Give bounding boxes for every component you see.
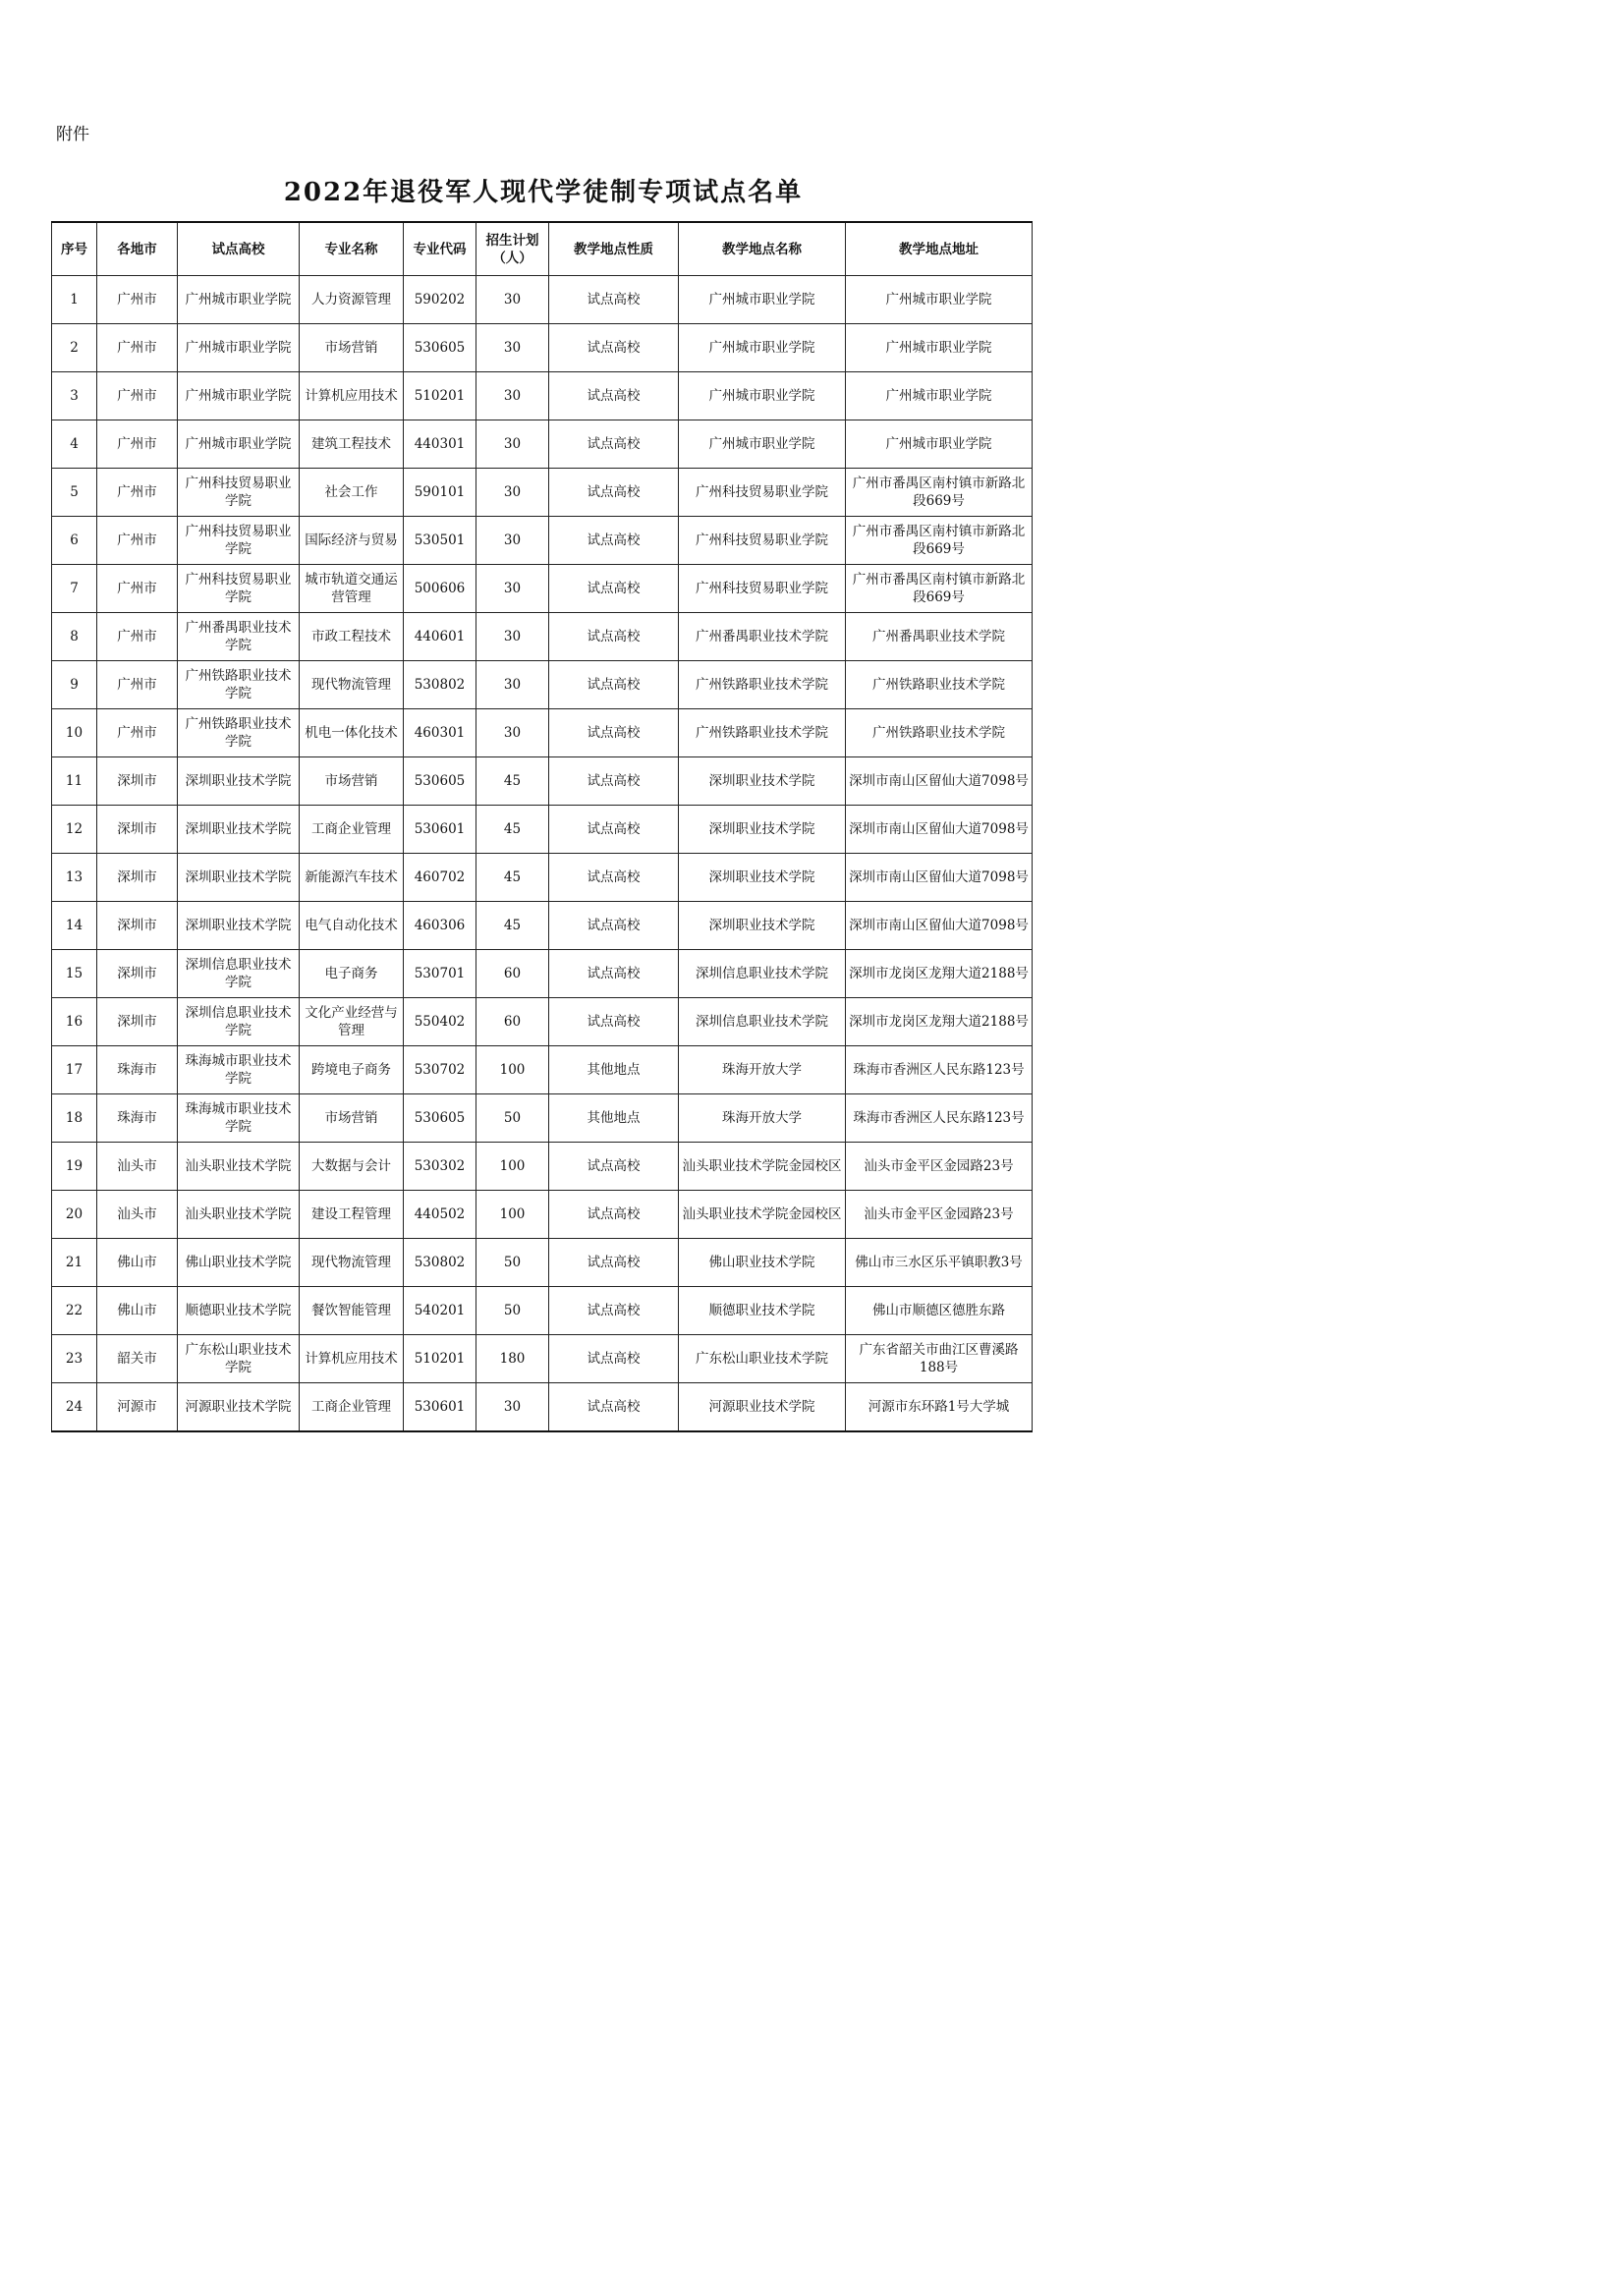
cell-site-type: 试点高校 [549, 1191, 679, 1239]
cell-site-type: 试点高校 [549, 324, 679, 372]
table-row [52, 806, 1033, 854]
cell-site-name: 深圳信息职业技术学院 [679, 950, 846, 998]
cell-major-code: 530802 [404, 661, 476, 709]
cell-enrollment-plan: 50 [476, 1239, 549, 1287]
cell-major: 大数据与会计 [300, 1143, 404, 1191]
cell-site-type: 试点高校 [549, 998, 679, 1046]
table-row [52, 757, 1033, 806]
cell-index: 12 [52, 806, 97, 854]
cell-city: 深圳市 [97, 757, 178, 806]
cell-site-type: 试点高校 [549, 1335, 679, 1383]
cell-enrollment-plan: 30 [476, 372, 549, 420]
cell-major: 市场营销 [300, 757, 404, 806]
cell-enrollment-plan: 30 [476, 661, 549, 709]
cell-major-code: 510201 [404, 1335, 476, 1383]
cell-site-type: 试点高校 [549, 613, 679, 661]
header-major-code: 专业代码 [404, 222, 476, 276]
cell-site-address: 广州城市职业学院 [846, 276, 1033, 324]
cell-major-code: 530302 [404, 1143, 476, 1191]
cell-enrollment-plan: 30 [476, 613, 549, 661]
table-row [52, 324, 1033, 372]
cell-city: 珠海市 [97, 1046, 178, 1094]
cell-site-type: 试点高校 [549, 902, 679, 950]
cell-index: 2 [52, 324, 97, 372]
cell-site-type: 试点高校 [549, 469, 679, 517]
cell-major-code: 590101 [404, 469, 476, 517]
cell-site-address: 广州市番禺区南村镇市新路北段669号 [846, 565, 1033, 613]
cell-city: 广州市 [97, 276, 178, 324]
cell-major-code: 530501 [404, 517, 476, 565]
cell-site-address: 广州番禺职业技术学院 [846, 613, 1033, 661]
cell-college: 广州铁路职业技术学院 [178, 709, 300, 757]
cell-major: 跨境电子商务 [300, 1046, 404, 1094]
header-site-address: 教学地点地址 [846, 222, 1033, 276]
cell-major-code: 550402 [404, 998, 476, 1046]
header-site-name: 教学地点名称 [679, 222, 846, 276]
cell-major-code: 460301 [404, 709, 476, 757]
cell-college: 广州科技贸易职业学院 [178, 469, 300, 517]
cell-site-type: 试点高校 [549, 757, 679, 806]
cell-index: 3 [52, 372, 97, 420]
cell-enrollment-plan: 50 [476, 1287, 549, 1335]
cell-site-name: 广州铁路职业技术学院 [679, 661, 846, 709]
cell-enrollment-plan: 100 [476, 1046, 549, 1094]
cell-college: 珠海城市职业技术学院 [178, 1094, 300, 1143]
cell-major: 电子商务 [300, 950, 404, 998]
cell-site-address: 河源市东环路1号大学城 [846, 1383, 1033, 1432]
cell-major: 现代物流管理 [300, 661, 404, 709]
cell-enrollment-plan: 30 [476, 469, 549, 517]
table-row [52, 276, 1033, 324]
cell-site-type: 试点高校 [549, 854, 679, 902]
pilot-list-table [51, 221, 1033, 1432]
cell-index: 13 [52, 854, 97, 902]
header-enrollment-plan: 招生计划（人） [476, 222, 549, 276]
table-header-row [52, 222, 1033, 276]
cell-college: 广州科技贸易职业学院 [178, 517, 300, 565]
header-index: 序号 [52, 222, 97, 276]
cell-site-name: 河源职业技术学院 [679, 1383, 846, 1432]
cell-index: 5 [52, 469, 97, 517]
cell-city: 深圳市 [97, 902, 178, 950]
cell-major: 工商企业管理 [300, 1383, 404, 1432]
cell-site-name: 广东松山职业技术学院 [679, 1335, 846, 1383]
cell-college: 汕头职业技术学院 [178, 1143, 300, 1191]
cell-site-address: 深圳市南山区留仙大道7098号 [846, 902, 1033, 950]
cell-site-address: 珠海市香洲区人民东路123号 [846, 1046, 1033, 1094]
cell-enrollment-plan: 45 [476, 806, 549, 854]
cell-site-address: 广州铁路职业技术学院 [846, 709, 1033, 757]
cell-enrollment-plan: 30 [476, 324, 549, 372]
cell-major-code: 590202 [404, 276, 476, 324]
cell-major-code: 530601 [404, 1383, 476, 1432]
cell-index: 16 [52, 998, 97, 1046]
cell-college: 广州城市职业学院 [178, 276, 300, 324]
cell-major: 市场营销 [300, 324, 404, 372]
cell-city: 深圳市 [97, 854, 178, 902]
table-row [52, 1335, 1033, 1383]
cell-major: 文化产业经营与管理 [300, 998, 404, 1046]
cell-site-address: 深圳市南山区留仙大道7098号 [846, 757, 1033, 806]
cell-index: 11 [52, 757, 97, 806]
table-row [52, 1239, 1033, 1287]
cell-city: 韶关市 [97, 1335, 178, 1383]
cell-college: 河源职业技术学院 [178, 1383, 300, 1432]
table-row [52, 1191, 1033, 1239]
cell-major: 社会工作 [300, 469, 404, 517]
cell-major: 建筑工程技术 [300, 420, 404, 469]
cell-college: 广州城市职业学院 [178, 324, 300, 372]
cell-site-name: 广州城市职业学院 [679, 276, 846, 324]
cell-city: 广州市 [97, 613, 178, 661]
cell-enrollment-plan: 45 [476, 757, 549, 806]
cell-city: 广州市 [97, 469, 178, 517]
cell-college: 佛山职业技术学院 [178, 1239, 300, 1287]
cell-index: 7 [52, 565, 97, 613]
cell-index: 19 [52, 1143, 97, 1191]
cell-major: 餐饮智能管理 [300, 1287, 404, 1335]
cell-city: 佛山市 [97, 1239, 178, 1287]
header-college: 试点高校 [178, 222, 300, 276]
cell-site-address: 汕头市金平区金园路23号 [846, 1143, 1033, 1191]
cell-enrollment-plan: 50 [476, 1094, 549, 1143]
cell-site-name: 珠海开放大学 [679, 1094, 846, 1143]
cell-index: 21 [52, 1239, 97, 1287]
document-title: 2022年退役军人现代学徒制专项试点名单 [283, 178, 804, 207]
cell-site-name: 深圳信息职业技术学院 [679, 998, 846, 1046]
cell-major: 人力资源管理 [300, 276, 404, 324]
cell-major: 机电一体化技术 [300, 709, 404, 757]
table-row [52, 950, 1033, 998]
cell-major: 建设工程管理 [300, 1191, 404, 1239]
cell-enrollment-plan: 30 [476, 709, 549, 757]
cell-index: 10 [52, 709, 97, 757]
cell-college: 汕头职业技术学院 [178, 1191, 300, 1239]
cell-site-address: 广州市番禺区南村镇市新路北段669号 [846, 517, 1033, 565]
cell-college: 广州城市职业学院 [178, 420, 300, 469]
table-row [52, 998, 1033, 1046]
cell-enrollment-plan: 30 [476, 276, 549, 324]
cell-college: 珠海城市职业技术学院 [178, 1046, 300, 1094]
cell-city: 珠海市 [97, 1094, 178, 1143]
cell-site-type: 试点高校 [549, 709, 679, 757]
cell-major: 计算机应用技术 [300, 372, 404, 420]
table-row [52, 1046, 1033, 1094]
table-row [52, 1143, 1033, 1191]
cell-major: 新能源汽车技术 [300, 854, 404, 902]
cell-site-type: 试点高校 [549, 661, 679, 709]
cell-site-name: 广州城市职业学院 [679, 420, 846, 469]
cell-major: 市政工程技术 [300, 613, 404, 661]
cell-site-type: 试点高校 [549, 565, 679, 613]
cell-enrollment-plan: 180 [476, 1335, 549, 1383]
cell-major: 现代物流管理 [300, 1239, 404, 1287]
table-body [52, 276, 1033, 1432]
attachment-label: 附件 [56, 125, 89, 144]
cell-site-name: 顺德职业技术学院 [679, 1287, 846, 1335]
cell-index: 8 [52, 613, 97, 661]
cell-major-code: 530605 [404, 324, 476, 372]
cell-index: 20 [52, 1191, 97, 1239]
cell-major: 城市轨道交通运营管理 [300, 565, 404, 613]
cell-major-code: 440601 [404, 613, 476, 661]
cell-enrollment-plan: 100 [476, 1143, 549, 1191]
cell-site-type: 试点高校 [549, 1239, 679, 1287]
cell-enrollment-plan: 30 [476, 420, 549, 469]
cell-college: 深圳职业技术学院 [178, 854, 300, 902]
cell-major-code: 460306 [404, 902, 476, 950]
cell-major-code: 500606 [404, 565, 476, 613]
cell-major-code: 530701 [404, 950, 476, 998]
table-row [52, 1094, 1033, 1143]
cell-index: 18 [52, 1094, 97, 1143]
cell-site-address: 广东省韶关市曲江区曹溪路188号 [846, 1335, 1033, 1383]
cell-index: 6 [52, 517, 97, 565]
cell-site-name: 深圳职业技术学院 [679, 854, 846, 902]
cell-site-type: 试点高校 [549, 517, 679, 565]
cell-city: 汕头市 [97, 1143, 178, 1191]
cell-index: 15 [52, 950, 97, 998]
cell-college: 广州铁路职业技术学院 [178, 661, 300, 709]
cell-index: 24 [52, 1383, 97, 1432]
cell-site-address: 深圳市南山区留仙大道7098号 [846, 854, 1033, 902]
cell-index: 14 [52, 902, 97, 950]
cell-city: 佛山市 [97, 1287, 178, 1335]
header-city: 各地市 [97, 222, 178, 276]
cell-site-address: 深圳市龙岗区龙翔大道2188号 [846, 998, 1033, 1046]
cell-site-address: 广州市番禺区南村镇市新路北段669号 [846, 469, 1033, 517]
cell-site-address: 广州铁路职业技术学院 [846, 661, 1033, 709]
cell-city: 广州市 [97, 372, 178, 420]
cell-index: 1 [52, 276, 97, 324]
cell-major: 国际经济与贸易 [300, 517, 404, 565]
cell-enrollment-plan: 30 [476, 517, 549, 565]
cell-site-name: 佛山职业技术学院 [679, 1239, 846, 1287]
cell-site-address: 广州城市职业学院 [846, 372, 1033, 420]
cell-site-name: 珠海开放大学 [679, 1046, 846, 1094]
table-row [52, 565, 1033, 613]
cell-site-name: 广州城市职业学院 [679, 372, 846, 420]
cell-college: 深圳职业技术学院 [178, 902, 300, 950]
cell-city: 深圳市 [97, 998, 178, 1046]
cell-college: 广州科技贸易职业学院 [178, 565, 300, 613]
cell-major-code: 530605 [404, 1094, 476, 1143]
cell-index: 17 [52, 1046, 97, 1094]
cell-site-type: 试点高校 [549, 420, 679, 469]
cell-enrollment-plan: 100 [476, 1191, 549, 1239]
cell-major: 工商企业管理 [300, 806, 404, 854]
cell-college: 深圳信息职业技术学院 [178, 998, 300, 1046]
cell-college: 深圳职业技术学院 [178, 757, 300, 806]
cell-college: 广州番禺职业技术学院 [178, 613, 300, 661]
header-major: 专业名称 [300, 222, 404, 276]
cell-index: 22 [52, 1287, 97, 1335]
cell-enrollment-plan: 30 [476, 1383, 549, 1432]
cell-site-name: 广州铁路职业技术学院 [679, 709, 846, 757]
cell-city: 河源市 [97, 1383, 178, 1432]
cell-site-address: 广州城市职业学院 [846, 420, 1033, 469]
table-row [52, 420, 1033, 469]
cell-index: 4 [52, 420, 97, 469]
cell-major-code: 540201 [404, 1287, 476, 1335]
cell-major-code: 530802 [404, 1239, 476, 1287]
cell-city: 广州市 [97, 324, 178, 372]
cell-major: 计算机应用技术 [300, 1335, 404, 1383]
cell-site-address: 珠海市香洲区人民东路123号 [846, 1094, 1033, 1143]
cell-major: 电气自动化技术 [300, 902, 404, 950]
header-site-type: 教学地点性质 [549, 222, 679, 276]
table-row [52, 613, 1033, 661]
cell-site-name: 汕头职业技术学院金园校区 [679, 1143, 846, 1191]
cell-site-type: 试点高校 [549, 1287, 679, 1335]
cell-site-type: 试点高校 [549, 806, 679, 854]
cell-site-type: 试点高校 [549, 950, 679, 998]
cell-site-name: 广州科技贸易职业学院 [679, 565, 846, 613]
cell-site-address: 深圳市南山区留仙大道7098号 [846, 806, 1033, 854]
cell-college: 广州城市职业学院 [178, 372, 300, 420]
cell-college: 深圳职业技术学院 [178, 806, 300, 854]
cell-enrollment-plan: 30 [476, 565, 549, 613]
cell-city: 汕头市 [97, 1191, 178, 1239]
cell-enrollment-plan: 60 [476, 998, 549, 1046]
cell-site-type: 试点高校 [549, 1143, 679, 1191]
cell-site-address: 汕头市金平区金园路23号 [846, 1191, 1033, 1239]
table-row [52, 1383, 1033, 1432]
cell-site-type: 其他地点 [549, 1094, 679, 1143]
cell-enrollment-plan: 45 [476, 854, 549, 902]
cell-site-type: 试点高校 [549, 372, 679, 420]
cell-major-code: 510201 [404, 372, 476, 420]
cell-major: 市场营销 [300, 1094, 404, 1143]
cell-major-code: 440301 [404, 420, 476, 469]
table-row [52, 372, 1033, 420]
table-row [52, 469, 1033, 517]
cell-enrollment-plan: 60 [476, 950, 549, 998]
cell-site-address: 广州城市职业学院 [846, 324, 1033, 372]
cell-site-name: 广州科技贸易职业学院 [679, 517, 846, 565]
cell-site-address: 深圳市龙岗区龙翔大道2188号 [846, 950, 1033, 998]
cell-site-name: 深圳职业技术学院 [679, 806, 846, 854]
cell-major-code: 530605 [404, 757, 476, 806]
cell-college: 顺德职业技术学院 [178, 1287, 300, 1335]
table-row [52, 517, 1033, 565]
cell-site-address: 佛山市顺德区德胜东路 [846, 1287, 1033, 1335]
cell-site-name: 广州番禺职业技术学院 [679, 613, 846, 661]
table-row [52, 709, 1033, 757]
cell-site-name: 广州城市职业学院 [679, 324, 846, 372]
cell-index: 23 [52, 1335, 97, 1383]
cell-city: 深圳市 [97, 950, 178, 998]
cell-major-code: 530702 [404, 1046, 476, 1094]
cell-college: 深圳信息职业技术学院 [178, 950, 300, 998]
cell-major-code: 530601 [404, 806, 476, 854]
table-row [52, 902, 1033, 950]
cell-city: 广州市 [97, 517, 178, 565]
cell-site-type: 试点高校 [549, 1383, 679, 1432]
cell-major-code: 440502 [404, 1191, 476, 1239]
cell-city: 广州市 [97, 709, 178, 757]
cell-site-address: 佛山市三水区乐平镇职教3号 [846, 1239, 1033, 1287]
table-row [52, 1287, 1033, 1335]
cell-college: 广东松山职业技术学院 [178, 1335, 300, 1383]
cell-index: 9 [52, 661, 97, 709]
cell-enrollment-plan: 45 [476, 902, 549, 950]
table-row [52, 661, 1033, 709]
cell-site-name: 深圳职业技术学院 [679, 757, 846, 806]
cell-site-name: 汕头职业技术学院金园校区 [679, 1191, 846, 1239]
cell-site-type: 其他地点 [549, 1046, 679, 1094]
cell-city: 深圳市 [97, 806, 178, 854]
cell-site-name: 深圳职业技术学院 [679, 902, 846, 950]
cell-city: 广州市 [97, 565, 178, 613]
cell-city: 广州市 [97, 661, 178, 709]
cell-site-type: 试点高校 [549, 276, 679, 324]
cell-site-name: 广州科技贸易职业学院 [679, 469, 846, 517]
table-row [52, 854, 1033, 902]
cell-major-code: 460702 [404, 854, 476, 902]
cell-city: 广州市 [97, 420, 178, 469]
